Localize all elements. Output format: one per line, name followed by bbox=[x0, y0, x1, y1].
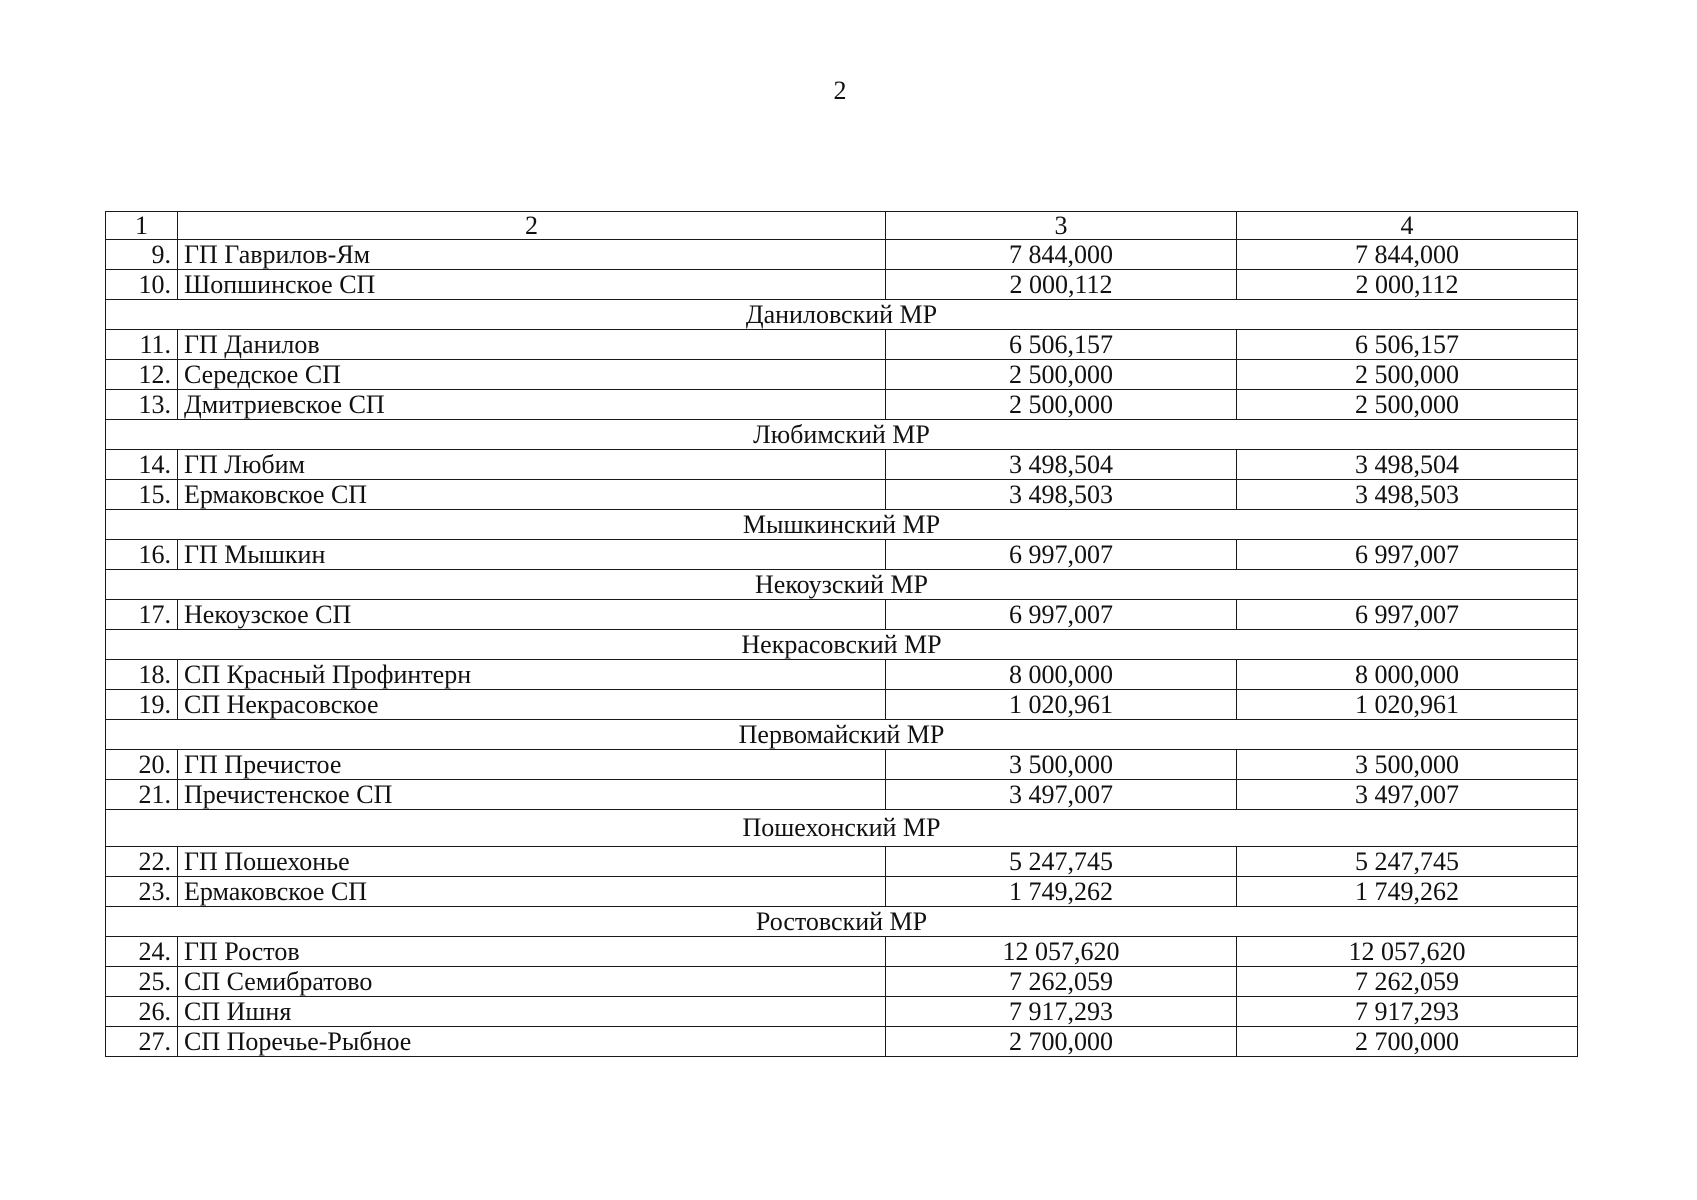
row-number-cell: 18. bbox=[106, 660, 178, 690]
amount-column-4-cell: 5 247,745 bbox=[1237, 847, 1578, 877]
amount-column-4-cell: 7 917,293 bbox=[1237, 997, 1578, 1027]
settlement-name-cell: СП Некрасовское bbox=[178, 690, 886, 720]
amount-column-3-cell: 7 844,000 bbox=[886, 240, 1237, 270]
row-number-cell: 16. bbox=[106, 540, 178, 570]
district-group-label: Первомайский МР bbox=[106, 720, 1578, 750]
amount-column-3-cell: 8 000,000 bbox=[886, 660, 1237, 690]
row-number-cell: 14. bbox=[106, 450, 178, 480]
row-number-cell: 26. bbox=[106, 997, 178, 1027]
row-number-cell: 12. bbox=[106, 360, 178, 390]
amount-column-3-cell: 7 917,293 bbox=[886, 997, 1237, 1027]
amount-column-3-cell: 3 498,503 bbox=[886, 480, 1237, 510]
table-row bbox=[106, 600, 1578, 630]
row-number-cell: 17. bbox=[106, 600, 178, 630]
table-row bbox=[106, 360, 1578, 390]
table-row bbox=[106, 750, 1578, 780]
settlement-name-cell: ГП Гаврилов-Ям bbox=[178, 240, 886, 270]
amount-column-4-cell: 2 500,000 bbox=[1237, 360, 1578, 390]
amount-column-4-cell: 12 057,620 bbox=[1237, 937, 1578, 967]
row-number-cell: 20. bbox=[106, 750, 178, 780]
district-group-label: Некрасовский МР bbox=[106, 630, 1578, 660]
table-row bbox=[106, 780, 1578, 810]
amount-column-4-cell: 1 020,961 bbox=[1237, 690, 1578, 720]
row-number-cell: 21. bbox=[106, 780, 178, 810]
amount-column-3-cell: 3 497,007 bbox=[886, 780, 1237, 810]
district-group-row bbox=[106, 510, 1578, 540]
funding-table bbox=[105, 211, 1578, 1057]
amount-column-4-cell: 6 506,157 bbox=[1237, 330, 1578, 360]
settlement-name-cell: СП Поречье-Рыбное bbox=[178, 1027, 886, 1057]
amount-column-3-cell: 6 997,007 bbox=[886, 600, 1237, 630]
settlement-name-cell: Пречистенское СП bbox=[178, 780, 886, 810]
settlement-name-cell: Некоузское СП bbox=[178, 600, 886, 630]
district-group-label: Ростовский МР bbox=[106, 907, 1578, 937]
amount-column-4-cell: 1 749,262 bbox=[1237, 877, 1578, 907]
table-row bbox=[106, 877, 1578, 907]
row-number-cell: 25. bbox=[106, 967, 178, 997]
amount-column-3-cell: 1 749,262 bbox=[886, 877, 1237, 907]
header-cell-1: 1 bbox=[106, 212, 178, 240]
settlement-name-cell: Дмитриевское СП bbox=[178, 390, 886, 420]
amount-column-4-cell: 8 000,000 bbox=[1237, 660, 1578, 690]
amount-column-4-cell: 3 497,007 bbox=[1237, 780, 1578, 810]
row-number-cell: 24. bbox=[106, 937, 178, 967]
table-body bbox=[106, 212, 1578, 1057]
table-row bbox=[106, 240, 1578, 270]
amount-column-3-cell: 2 700,000 bbox=[886, 1027, 1237, 1057]
table-row bbox=[106, 270, 1578, 300]
table-row bbox=[106, 450, 1578, 480]
table-row bbox=[106, 540, 1578, 570]
row-number-cell: 15. bbox=[106, 480, 178, 510]
settlement-name-cell: СП Ишня bbox=[178, 997, 886, 1027]
amount-column-4-cell: 2 700,000 bbox=[1237, 1027, 1578, 1057]
table-row bbox=[106, 997, 1578, 1027]
settlement-name-cell: Ермаковское СП bbox=[178, 480, 886, 510]
settlement-name-cell: Ермаковское СП bbox=[178, 877, 886, 907]
amount-column-4-cell: 6 997,007 bbox=[1237, 600, 1578, 630]
settlement-name-cell: ГП Пречистое bbox=[178, 750, 886, 780]
row-number-cell: 10. bbox=[106, 270, 178, 300]
settlement-name-cell: СП Красный Профинтерн bbox=[178, 660, 886, 690]
settlement-name-cell: ГП Ростов bbox=[178, 937, 886, 967]
table-row bbox=[106, 1027, 1578, 1057]
amount-column-4-cell: 7 844,000 bbox=[1237, 240, 1578, 270]
district-group-row bbox=[106, 907, 1578, 937]
amount-column-3-cell: 2 000,112 bbox=[886, 270, 1237, 300]
district-group-label: Даниловский МР bbox=[106, 300, 1578, 330]
column-number-header-row bbox=[106, 212, 1578, 240]
row-number-cell: 22. bbox=[106, 847, 178, 877]
settlement-name-cell: ГП Любим bbox=[178, 450, 886, 480]
district-group-row bbox=[106, 810, 1578, 847]
table-row bbox=[106, 967, 1578, 997]
amount-column-3-cell: 6 506,157 bbox=[886, 330, 1237, 360]
settlement-name-cell: Шопшинское СП bbox=[178, 270, 886, 300]
table-row bbox=[106, 480, 1578, 510]
header-cell-4: 4 bbox=[1237, 212, 1578, 240]
row-number-cell: 13. bbox=[106, 390, 178, 420]
row-number-cell: 11. bbox=[106, 330, 178, 360]
settlement-name-cell: Середское СП bbox=[178, 360, 886, 390]
amount-column-3-cell: 12 057,620 bbox=[886, 937, 1237, 967]
row-number-cell: 19. bbox=[106, 690, 178, 720]
district-group-row bbox=[106, 300, 1578, 330]
table-row bbox=[106, 660, 1578, 690]
header-cell-2: 2 bbox=[178, 212, 886, 240]
page-number: 2 bbox=[833, 76, 847, 105]
amount-column-4-cell: 3 498,504 bbox=[1237, 450, 1578, 480]
amount-column-3-cell: 3 498,504 bbox=[886, 450, 1237, 480]
district-group-label: Пошехонский МР bbox=[106, 810, 1578, 847]
amount-column-4-cell: 2 500,000 bbox=[1237, 390, 1578, 420]
amount-column-3-cell: 2 500,000 bbox=[886, 360, 1237, 390]
header-cell-3: 3 bbox=[886, 212, 1237, 240]
district-group-label: Любимский МР bbox=[106, 420, 1578, 450]
amount-column-3-cell: 7 262,059 bbox=[886, 967, 1237, 997]
table-row bbox=[106, 690, 1578, 720]
row-number-cell: 27. bbox=[106, 1027, 178, 1057]
table-row bbox=[106, 937, 1578, 967]
district-group-row bbox=[106, 720, 1578, 750]
amount-column-3-cell: 3 500,000 bbox=[886, 750, 1237, 780]
amount-column-3-cell: 1 020,961 bbox=[886, 690, 1237, 720]
district-group-label: Мышкинский МР bbox=[106, 510, 1578, 540]
amount-column-4-cell: 2 000,112 bbox=[1237, 270, 1578, 300]
settlement-name-cell: ГП Данилов bbox=[178, 330, 886, 360]
table-row bbox=[106, 330, 1578, 360]
amount-column-4-cell: 6 997,007 bbox=[1237, 540, 1578, 570]
table-row bbox=[106, 390, 1578, 420]
row-number-cell: 9. bbox=[106, 240, 178, 270]
amount-column-4-cell: 3 498,503 bbox=[1237, 480, 1578, 510]
district-group-row bbox=[106, 570, 1578, 600]
district-group-row bbox=[106, 630, 1578, 660]
settlement-name-cell: ГП Пошехонье bbox=[178, 847, 886, 877]
district-group-row bbox=[106, 420, 1578, 450]
settlement-name-cell: СП Семибратово bbox=[178, 967, 886, 997]
amount-column-3-cell: 6 997,007 bbox=[886, 540, 1237, 570]
row-number-cell: 23. bbox=[106, 877, 178, 907]
district-group-label: Некоузский МР bbox=[106, 570, 1578, 600]
amount-column-4-cell: 7 262,059 bbox=[1237, 967, 1578, 997]
amount-column-4-cell: 3 500,000 bbox=[1237, 750, 1578, 780]
amount-column-3-cell: 2 500,000 bbox=[886, 390, 1237, 420]
table-row bbox=[106, 847, 1578, 877]
settlement-name-cell: ГП Мышкин bbox=[178, 540, 886, 570]
amount-column-3-cell: 5 247,745 bbox=[886, 847, 1237, 877]
